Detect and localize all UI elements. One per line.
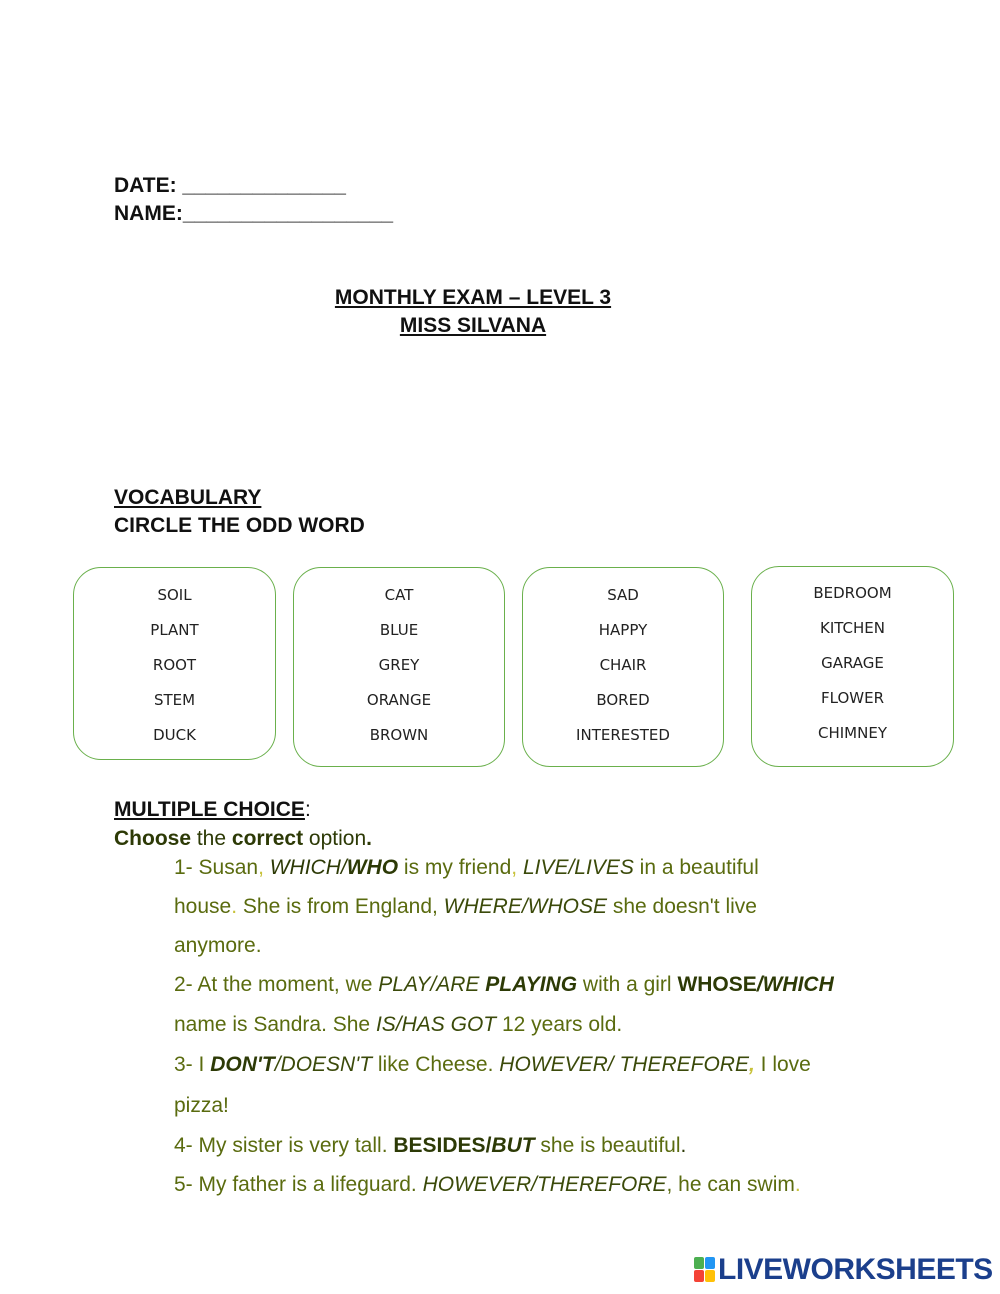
q-text: 3- I [174, 1053, 211, 1076]
liveworksheets-logo-text: LIVEWORKSHEETS [718, 1253, 993, 1286]
word-group-3 [522, 567, 724, 767]
answer-option[interactable]: PLAY/ARE [378, 973, 486, 996]
word-group-1 [73, 567, 276, 760]
exam-title-line1: MONTHLY EXAM – LEVEL 3 [334, 286, 612, 309]
word-option[interactable]: GARAGE [821, 654, 884, 672]
word-option[interactable]: BORED [596, 691, 650, 709]
question-1 [174, 854, 759, 882]
q-text: 2- At the moment, we [174, 973, 379, 996]
q-text: , [258, 856, 270, 879]
word-option[interactable]: SAD [607, 586, 639, 604]
question-1-line2 [174, 893, 757, 921]
question-4 [174, 1132, 686, 1160]
word-option[interactable]: ORANGE [366, 691, 432, 709]
q-text: . [231, 895, 243, 918]
answer-option[interactable]: WHICH/ [269, 856, 347, 879]
q-text: She is from England, [242, 895, 444, 918]
word-group-2 [293, 567, 505, 767]
word-option[interactable]: GREY [378, 656, 420, 674]
q-text: 5- My father is a lifeguard. [174, 1173, 423, 1196]
answer-option[interactable]: LIVE/LIVES [522, 856, 634, 879]
word-option[interactable]: DUCK [153, 726, 196, 744]
question-2 [174, 971, 834, 999]
word-option[interactable]: BLUE [379, 621, 419, 639]
answer-option[interactable]: /DOESN'T [274, 1053, 373, 1076]
q-text: is my friend [398, 856, 512, 879]
word-option[interactable]: KITCHEN [820, 619, 885, 637]
word-option[interactable]: BROWN [369, 726, 429, 744]
instruction-word: . [366, 827, 372, 850]
answer-option[interactable]: PLAYING [485, 973, 578, 996]
answer-option[interactable]: WHERE/WHOSE [443, 895, 608, 918]
q-text: in a beautiful [633, 856, 759, 879]
multiple-choice-instruction [114, 825, 372, 853]
q-text: anymore. [174, 934, 262, 957]
answer-option[interactable]: HOWEVER/ THEREFORE [499, 1053, 749, 1076]
q-text: . [794, 1173, 801, 1196]
answer-option[interactable]: WHOSE [677, 973, 757, 996]
name-field[interactable]: NAME:__________________ [114, 202, 394, 225]
word-option[interactable]: BEDROOM [813, 584, 892, 602]
word-option[interactable]: ROOT [152, 656, 197, 674]
q-text: 1- Susan [174, 856, 259, 879]
instruction-word: option [303, 827, 367, 850]
question-2-line2 [174, 1011, 622, 1039]
answer-option[interactable]: DON'T [210, 1053, 275, 1076]
q-text: name is Sandra. She [174, 1013, 376, 1036]
q-text: she is beautiful [534, 1134, 681, 1157]
q-text: 12 years old. [496, 1013, 623, 1036]
word-option[interactable]: CHAIR [599, 656, 647, 674]
exam-title [0, 286, 1000, 310]
answer-option[interactable]: BUT [491, 1134, 535, 1157]
q-text: , [511, 856, 523, 879]
q-text: with a girl [577, 973, 678, 996]
heading-colon: : [304, 798, 311, 821]
multiple-choice-heading-text: MULTIPLE CHOICE [114, 798, 305, 821]
vocabulary-heading: VOCABULARY [114, 486, 262, 509]
word-option[interactable]: SOIL [157, 586, 192, 604]
answer-option[interactable]: WHO [346, 856, 399, 879]
multiple-choice-heading [114, 796, 311, 824]
instruction-word: Choose [114, 827, 192, 850]
q-text: like Cheese. [372, 1053, 500, 1076]
answer-option[interactable]: HOWEVER/THEREFORE [422, 1173, 667, 1196]
q-text: , he can swim [666, 1173, 795, 1196]
word-option[interactable]: INTERESTED [576, 726, 670, 744]
teacher-name-text: MISS SILVANA [399, 314, 547, 337]
answer-option[interactable]: IS/HAS GOT [375, 1013, 497, 1036]
q-text: . [680, 1134, 687, 1157]
vocabulary-instruction: CIRCLE THE ODD WORD [114, 514, 365, 537]
q-text: , [748, 1053, 755, 1076]
question-3-line2 [174, 1092, 229, 1120]
word-option[interactable]: CAT [384, 586, 414, 604]
q-text: 4- My sister is very tall. [174, 1134, 394, 1157]
q-text: I love [754, 1053, 811, 1076]
liveworksheets-logo [694, 1254, 993, 1286]
word-option[interactable]: STEM [153, 691, 196, 709]
liveworksheets-logo-icon [694, 1257, 716, 1283]
instruction-word: the [191, 827, 232, 850]
answer-option[interactable]: BESIDES/ [393, 1134, 492, 1157]
question-5 [174, 1171, 801, 1199]
question-3 [174, 1051, 811, 1079]
date-field[interactable]: DATE: ______________ [114, 174, 346, 197]
q-text: house [174, 895, 232, 918]
word-option[interactable]: FLOWER [821, 689, 884, 707]
word-group-4 [751, 566, 954, 767]
q-text: pizza! [174, 1094, 229, 1117]
word-option[interactable]: CHIMNEY [818, 724, 887, 742]
word-option[interactable]: PLANT [150, 621, 199, 639]
question-1-line3 [174, 932, 262, 960]
instruction-word: correct [231, 827, 304, 850]
q-text: she doesn't live [607, 895, 757, 918]
teacher-name [0, 314, 1000, 338]
answer-option[interactable]: /WHICH [756, 973, 834, 996]
word-option[interactable]: HAPPY [598, 621, 648, 639]
